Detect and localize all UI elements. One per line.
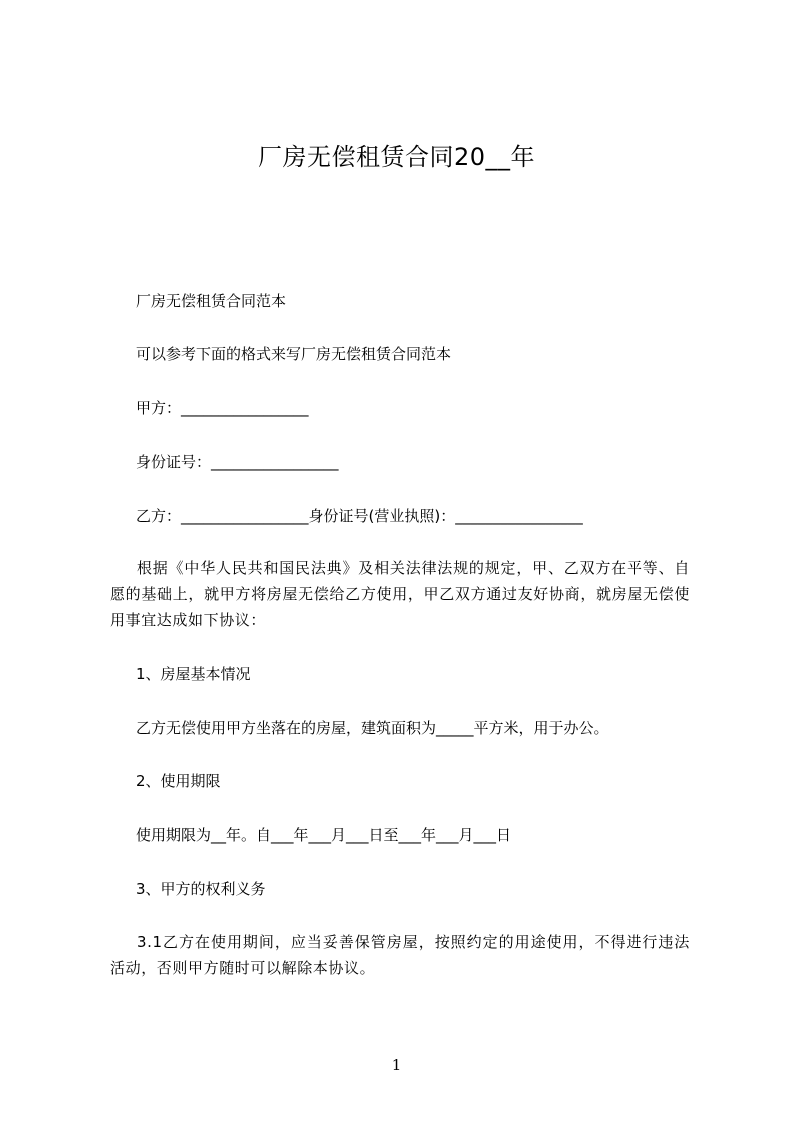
section2-heading: 2、使用期限 [136,772,221,790]
section1-text: 乙方无偿使用甲方坐落在的房屋，建筑面积为_____平方米，用于办公。 [136,719,609,737]
document-title: 厂房无偿租赁合同20__年 [257,143,536,171]
section3-heading: 3、甲方的权利义务 [136,880,266,898]
subtitle-line: 厂房无偿租赁合同范本 [136,292,287,310]
section3-paragraph: 3.1乙方在使用期间，应当妥善保管房屋，按照约定的用途使用，不得进行违法活动，否则甲方随时可以解除本协议。 [110,933,690,977]
id-number-field: 身份证号：_________________ [136,453,339,471]
page-number: 1 [391,1056,402,1074]
party-b-field: 乙方：_________________身份证号(营业执照)：_________________ [136,507,583,525]
intro-paragraph: 根据《中华人民共和国民法典》及相关法律法规的规定，甲、乙双方在平等、自愿的基础上，就甲方将房屋无偿给乙方使用，甲乙双方通过友好协商，就房屋无偿使用事宜达成如下协议： [110,559,690,629]
reference-note: 可以参考下面的格式来写厂房无偿租赁合同范本 [136,345,452,363]
section2-text: 使用期限为__年。自___年___月___日至___年___月___日 [136,826,512,844]
party-a-field: 甲方：_________________ [136,399,309,417]
section1-heading: 1、房屋基本情况 [136,665,251,683]
